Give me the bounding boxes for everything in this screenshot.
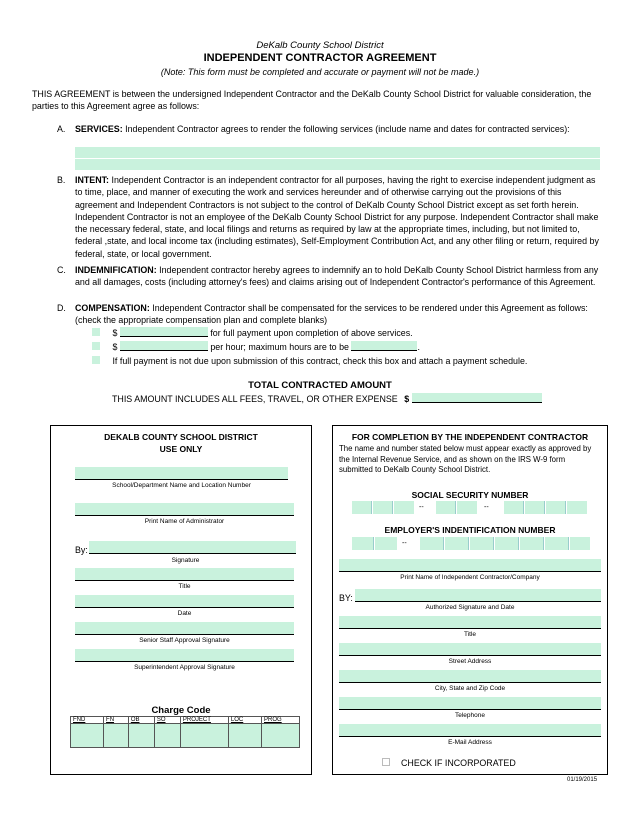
contractor-name-field[interactable] [339, 559, 601, 572]
dollar-sign: $ [112, 328, 118, 338]
district-signature-field[interactable] [89, 541, 296, 554]
comp-option-3 [92, 355, 612, 367]
ssn-dash-2: -- [484, 504, 489, 511]
district-date-field[interactable] [75, 595, 294, 608]
charge-fn-field[interactable] [104, 724, 129, 748]
ein-fields [352, 537, 592, 551]
ssn-digit-3[interactable] [394, 501, 414, 514]
comp-option-1-text: for full payment upon completion of above services. [210, 328, 413, 338]
charge-col-fnd: FND [71, 717, 104, 724]
charge-code-table [70, 716, 300, 748]
ein-digit-6[interactable] [495, 537, 519, 550]
ein-digit-9[interactable] [570, 537, 590, 550]
contractor-by-label: BY: [339, 593, 353, 603]
form-title: INDEPENDENT CONTRACTOR AGREEMENT [203, 52, 437, 64]
title-caption: Title [178, 583, 191, 590]
comp-option-2 [92, 341, 612, 353]
senior-staff-caption: Senior Staff Approval Signature [139, 637, 230, 644]
ssn-digit-7[interactable] [525, 501, 545, 514]
section-b-text: Independent Contractor is an independent contractor for all purposes, having the right to exercise independent judgment as to time, place, and manner of executing the work and services hereunder and of otherwise carrying out the provisions of this agreement and Independent Contractors is not subject to the control of DeKalb County School District except as set forth herein. Independent Contractor is not an employee of the DeKalb County School District for any purpose. Independent Contractor shall make the necessary federal, state, and local filings and returns as required by law at the appropriate times, including, but not limited to, federal ,state, and local income tax (including estimates), Self-Employment Contribution Act, and any other filing or return, required by federal, state, or local government. [75, 175, 599, 259]
charge-project-field[interactable] [180, 724, 228, 748]
street-address-field[interactable] [339, 643, 601, 656]
ein-digit-5[interactable] [470, 537, 494, 550]
total-amount-field[interactable] [412, 393, 542, 403]
period: . [417, 342, 420, 352]
full-payment-amount-field[interactable] [120, 327, 208, 337]
contractor-box-text: The name and number stated below must appear exactly as approved by the Internal Revenue Service, and as shown on the IRS W-9 form submitted to DeKalb County School District. [339, 444, 592, 474]
ssn-fields [352, 501, 592, 515]
ssn-digit-9[interactable] [567, 501, 587, 514]
district-title-field[interactable] [75, 568, 294, 581]
ein-digit-8[interactable] [545, 537, 569, 550]
telephone-caption: Telephone [455, 712, 485, 719]
section-c-letter: C. [57, 265, 66, 275]
section-d-letter: D. [57, 303, 66, 313]
section-a-text: Independent Contractor agrees to render the following services (include name and dates for contracted services): [125, 124, 570, 134]
ein-digit-3[interactable] [420, 537, 444, 550]
dollar-sign: $ [112, 342, 118, 352]
services-field-2[interactable] [75, 159, 600, 170]
district-box-subtitle: USE ONLY [159, 444, 203, 454]
section-d-title: COMPENSATION: [75, 303, 150, 313]
ein-digit-2[interactable] [375, 537, 397, 550]
total-title: TOTAL CONTRACTED AMOUNT [248, 380, 392, 391]
charge-col-ob: OB [128, 717, 154, 724]
ssn-digit-6[interactable] [504, 501, 524, 514]
contractor-box-title: FOR COMPLETION BY THE INDEPENDENT CONTRACTOR [351, 432, 589, 442]
services-field-1[interactable] [75, 147, 600, 158]
comp-option-1 [92, 327, 612, 339]
charge-col-project: PROJECT [180, 717, 228, 724]
city-state-zip-field[interactable] [339, 670, 601, 683]
ein-title: EMPLOYER'S INDENTIFICATION NUMBER [384, 525, 556, 535]
superintendent-caption: Superintendent Approval Signature [134, 664, 235, 671]
comp-option-2-text: per hour; maximum hours are to be [210, 342, 349, 352]
ssn-title: SOCIAL SECURITY NUMBER [411, 490, 529, 500]
ein-digit-7[interactable] [520, 537, 544, 550]
ssn-digit-1[interactable] [352, 501, 372, 514]
date-caption: Date [177, 610, 192, 617]
charge-ob-field[interactable] [128, 724, 154, 748]
superintendent-signature-field[interactable] [75, 649, 294, 662]
signature-caption: Signature [171, 557, 200, 564]
incorporated-label: CHECK IF INCORPORATED [401, 758, 516, 768]
section-c-title: INDEMNIFICATION: [75, 265, 157, 275]
auth-signature-caption: Authorized Signature and Date [425, 604, 515, 611]
section-d [75, 302, 602, 327]
school-department-caption: School/Department Name and Location Number [112, 482, 251, 489]
ssn-digit-5[interactable] [457, 501, 477, 514]
charge-col-so: SO [154, 717, 180, 724]
section-c-text: Independent contractor hereby agrees to indemnify an to hold DeKalb County School District harmless from any and all damages, costs (including attorney's fees) and claims arising out of Independent Contractor's performance of this Agreement. [75, 265, 599, 288]
form-revision-date: 01/19/2015 [567, 777, 598, 783]
section-a [75, 123, 600, 135]
form-note: (Note: This form must be completed and accurate or payment will not be made.) [160, 67, 480, 77]
charge-code-title: Charge Code [151, 705, 211, 716]
senior-staff-signature-field[interactable] [75, 622, 294, 635]
comp-option-1-checkbox[interactable] [92, 328, 100, 336]
charge-col-prog: PROG [262, 717, 300, 724]
administrator-name-caption: Print Name of Administrator [144, 518, 225, 525]
administrator-name-field[interactable] [75, 503, 294, 516]
ein-dash: -- [402, 540, 407, 547]
email-field[interactable] [339, 724, 601, 737]
charge-col-fn: FN [104, 717, 129, 724]
total-text: THIS AMOUNT INCLUDES ALL FEES, TRAVEL, OR OTHER EXPENSE [112, 394, 398, 404]
charge-fnd-field[interactable] [71, 724, 104, 748]
incorporated-checkbox[interactable] [382, 758, 390, 766]
ssn-digit-4[interactable] [436, 501, 456, 514]
district-box-title: DEKALB COUNTY SCHOOL DISTRICT [104, 432, 258, 442]
charge-prog-field[interactable] [262, 724, 300, 748]
ssn-digit-2[interactable] [373, 501, 393, 514]
section-c [75, 264, 602, 289]
school-department-field[interactable] [75, 467, 288, 480]
district-by-label: By: [75, 545, 88, 555]
ssn-dash-1: -- [419, 504, 424, 511]
street-address-caption: Street Address [448, 658, 492, 665]
total-dollar: $ [404, 394, 410, 404]
hourly-rate-field[interactable] [120, 341, 208, 351]
charge-loc-field[interactable] [228, 724, 261, 748]
comp-option-3-text: If full payment is not due upon submission of this contract, check this box and attach a payment schedule. [112, 356, 528, 366]
total-line [112, 393, 542, 405]
contractor-name-caption: Print Name of Independent Contractor/Company [400, 574, 540, 581]
email-caption: E-Mail Address [448, 739, 492, 746]
section-a-title: SERVICES: [75, 124, 123, 134]
section-a-letter: A. [57, 124, 66, 134]
contractor-signature-field[interactable] [355, 589, 601, 602]
city-state-zip-caption: City, State and Zip Code [434, 685, 506, 692]
section-b [75, 174, 602, 260]
charge-col-loc: LOC [228, 717, 261, 724]
ein-digit-1[interactable] [352, 537, 374, 550]
intro-paragraph: THIS AGREEMENT is between the undersigned Independent Contractor and the DeKalb County School District for valuable consideration, the parties to this Agreement agree as follows: [32, 89, 592, 112]
charge-so-field[interactable] [154, 724, 180, 748]
ssn-digit-8[interactable] [546, 501, 566, 514]
section-b-letter: B. [57, 175, 66, 185]
ein-digit-4[interactable] [445, 537, 469, 550]
contractor-title-caption: Title [463, 631, 477, 638]
section-d-text: Independent Contractor shall be compensated for the services to be rendered under this Agreement as follows: (check the appropriate compensation plan and complete blanks) [75, 303, 588, 326]
payment-schedule-checkbox[interactable] [92, 356, 100, 364]
section-b-title: INTENT: [75, 175, 110, 185]
contractor-title-field[interactable] [339, 616, 601, 629]
max-hours-field[interactable] [351, 341, 420, 352]
comp-option-2-checkbox[interactable] [92, 342, 100, 350]
district-name: DeKalb County School District [256, 40, 384, 51]
telephone-field[interactable] [339, 697, 601, 710]
